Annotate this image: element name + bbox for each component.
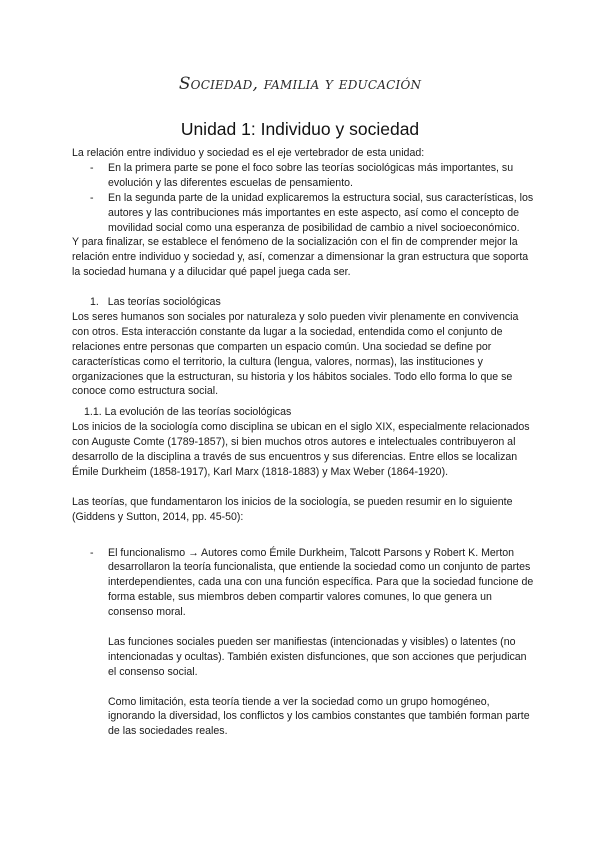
intro-closing: Y para finalizar, se establece el fenómeno de la socialización con el fin de comprender mejor la relación entre individuo y sociedad y, así, comenzar a dimensionar la gran estructura que soporta la sociedad humana y a dilucidar qué papel juega cada ser. (72, 236, 529, 279)
dash-marker: - (90, 191, 94, 204)
section-1-number: 1. (90, 296, 99, 309)
unit-title: Unidad 1: Individuo y sociedad (180, 119, 420, 139)
functionalism-paragraph-1: El funcionalismo → Autores como Émile Durkheim, Talcott Parsons y Robert K. Merton desarrollaron la teoría funcionalista, que entiende la sociedad como un conjunto de partes interdependientes, cada una con una función específica. Para que la sociedad funcione de forma estable, sus miembros deben compartir valores comunes, lo que genera un consenso moral. (108, 546, 534, 619)
intro-bullet-text: En la segunda parte de la unidad explicaremos la estructura social, sus características, los autores y las contribuciones más importantes en este aspecto, así como el concepto de movilidad social como una esperanza de posibilidad de cambio a nivel socioeconómico. (108, 191, 534, 234)
section-1-1-heading: 1.1. La evolución de las teorías sociológicas (84, 406, 292, 419)
intro-bullet-list (72, 161, 534, 236)
functionalism-paragraph-3: Como limitación, esta teoría tiende a ver la sociedad como un grupo homogéneo, ignorando la diversidad, los conflictos y los cambios constantes que también forman parte de las sociedades reales. (108, 695, 530, 738)
dash-marker: - (90, 161, 94, 174)
section-1-1-summary: Las teorías, que fundamentaron los inicios de la sociología, se pueden resumir en lo siguiente (Giddens y Sutton, 2014, pp. 45-50): (72, 495, 513, 523)
section-1-1-paragraph: Los inicios de la sociología como disciplina se ubican en el siglo XIX, especialmente relacionados con Auguste Comte (1789-1857), si bien muchos otros autores e intelectuales contribuyeron al desarrollo de la disciplina a través de sus encuentros y sus diferencias. Entre ellos se localizan Émile Durkheim (1858-1917), Karl Marx (1818-1883) y Max Weber (1864-1920). (72, 421, 530, 479)
dash-marker: - (90, 546, 94, 559)
intro-bullet (72, 191, 534, 236)
intro-bullet-text: En la primera parte se pone el foco sobre las teorías sociológicas más importantes, su evolución y las diferentes escuelas de pensamiento. (108, 161, 514, 189)
course-header-title: Sociedad, familia y educación (178, 74, 422, 94)
section-1-heading (72, 295, 534, 310)
functionalism-paragraph-2: Las funciones sociales pueden ser manifiestas (intencionadas y visibles) o latentes (no intencionadas y ocultas). También existen disfunciones, que son acciones que perjudican el consenso social. (108, 635, 527, 678)
section-1-heading-text: Las teorías sociológicas (107, 296, 221, 309)
functionalism-item (72, 546, 534, 740)
document-body (72, 146, 534, 739)
section-1-paragraph: Los seres humanos son sociales por naturaleza y solo pueden vivir plenamente en convivencia con otros. Esta interacción constante da lugar a la sociedad, entendida como el conjunto de relaciones entre personas que comparten un espacio común. Una sociedad se define por características como el territorio, la cultura (lengua, valores, normas), las instituciones y organizaciones que la estructuran, su historia y los hábitos sociales. Todo ello forma lo que se conoce como estructura social. (72, 310, 519, 398)
intro-lead: La relación entre individuo y sociedad es el eje vertebrador de esta unidad: (72, 147, 425, 159)
intro-bullet (72, 161, 534, 191)
